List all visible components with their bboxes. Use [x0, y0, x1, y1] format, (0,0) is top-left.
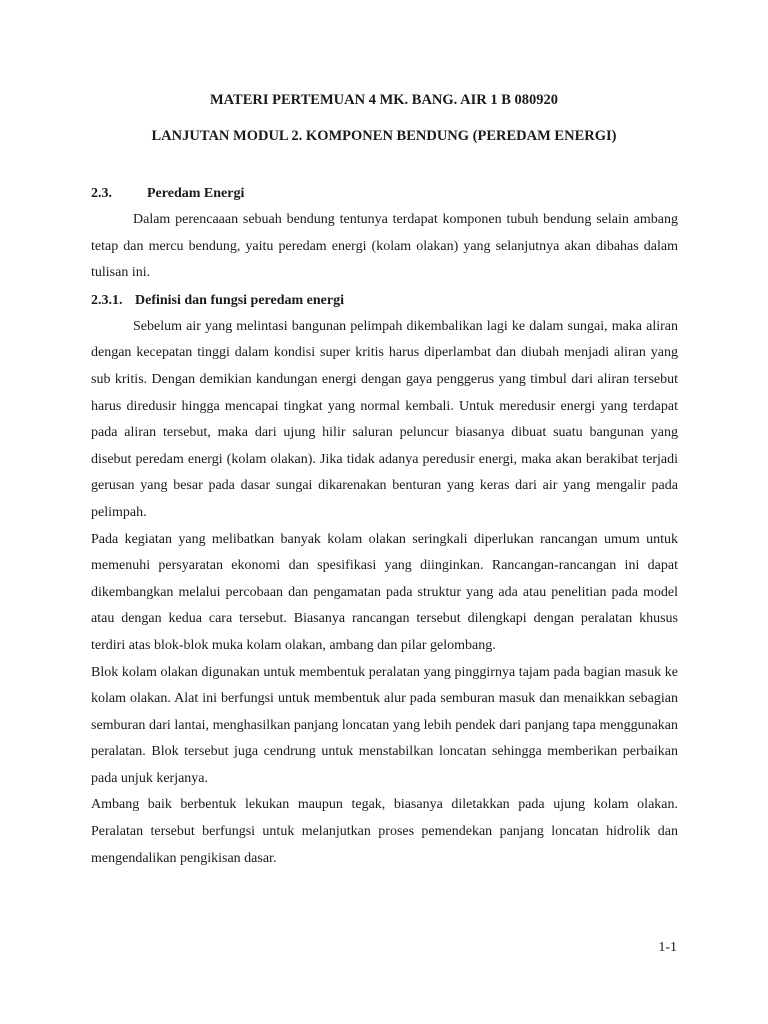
section-number: 2.3.: [91, 186, 112, 201]
section-title: Peredam Energi: [147, 186, 245, 201]
document-body: [91, 180, 678, 872]
page-number: 1-1: [658, 940, 677, 955]
subsection-heading: [91, 287, 678, 314]
subsection-title: Definisi dan fungsi peredam energi: [135, 292, 344, 308]
section-heading: [91, 180, 678, 207]
paragraph-1: Sebelum air yang melintasi bangunan pelimpah dikembalikan lagi ke dalam sungai, maka aliran dengan kecepatan tinggi dalam kondisi super kritis harus diperlambat dan diubah menjadi aliran yang sub kritis. Dengan demikian kandungan energi dengan gaya penggerus yang timbul dari aliran tersebut harus diredusir hingga mencapai tingkat yang normal kembali. Untuk meredusir energi yang terdapat pada aliran tersebut, maka dari ujung hilir saluran peluncur biasanya dibuat suatu bangunan yang disebut peredam energi (kolam olakan). Jika tidak adanya peredusir energi, maka akan berakibat terjadi gerusan yang besar pada dasar sungai dikarenakan benturan yang keras dari air yang mengalir pada pelimpah.: [91, 318, 678, 520]
paragraph-4: Ambang baik berbentuk lekukan maupun tegak, biasanya diletakkan pada ujung kolam olakan. Peralatan tersebut berfungsi untuk melanjutkan proses pemendekan panjang loncatan hidrolik dan mengendalikan pengikisan dasar.: [91, 797, 678, 866]
document-title: MATERI PERTEMUAN 4 MK. BANG. AIR 1 B 080920: [209, 92, 559, 108]
document-subtitle: LANJUTAN MODUL 2. KOMPONEN BENDUNG (PEREDAM ENERGI): [151, 128, 617, 144]
paragraph-3: Blok kolam olakan digunakan untuk membentuk peralatan yang pinggirnya tajam pada bagian masuk ke kolam olakan. Alat ini berfungsi untuk membentuk alur pada semburan masuk dan menaikkan sebagian semburan dari lantai, menghasilkan panjang loncatan yang lebih pendek dari panjang tapa menggunakan peralatan. Blok tersebut juga cendrung untuk menstabilkan loncatan sehingga memberikan perbaikan pada unjuk kerjanya.: [91, 664, 678, 786]
subsection-number: 2.3.1.: [91, 292, 123, 308]
intro-paragraph: Dalam perencaaan sebuah bendung tentunya terdapat komponen tubuh bendung selain ambang tetap dan mercu bendung, yaitu peredam energi (kolam olakan) yang selanjutnya akan dibahas dalam tulisan ini.: [91, 212, 678, 281]
paragraph-2: Pada kegiatan yang melibatkan banyak kolam olakan seringkali diperlukan rancangan umum untuk memenuhi persyaratan ekonomi dan spesifikasi yang diinginkan. Rancangan-rancangan ini dapat dikembangkan melalui percobaan dan pengamatan pada struktur yang ada atau penelitian pada model atau dengan kedua cara tersebut. Biasanya rancangan tersebut dilengkapi dengan peralatan khusus terdiri atas blok-blok muka kolam olakan, ambang dan pilar gelombang.: [91, 531, 678, 653]
